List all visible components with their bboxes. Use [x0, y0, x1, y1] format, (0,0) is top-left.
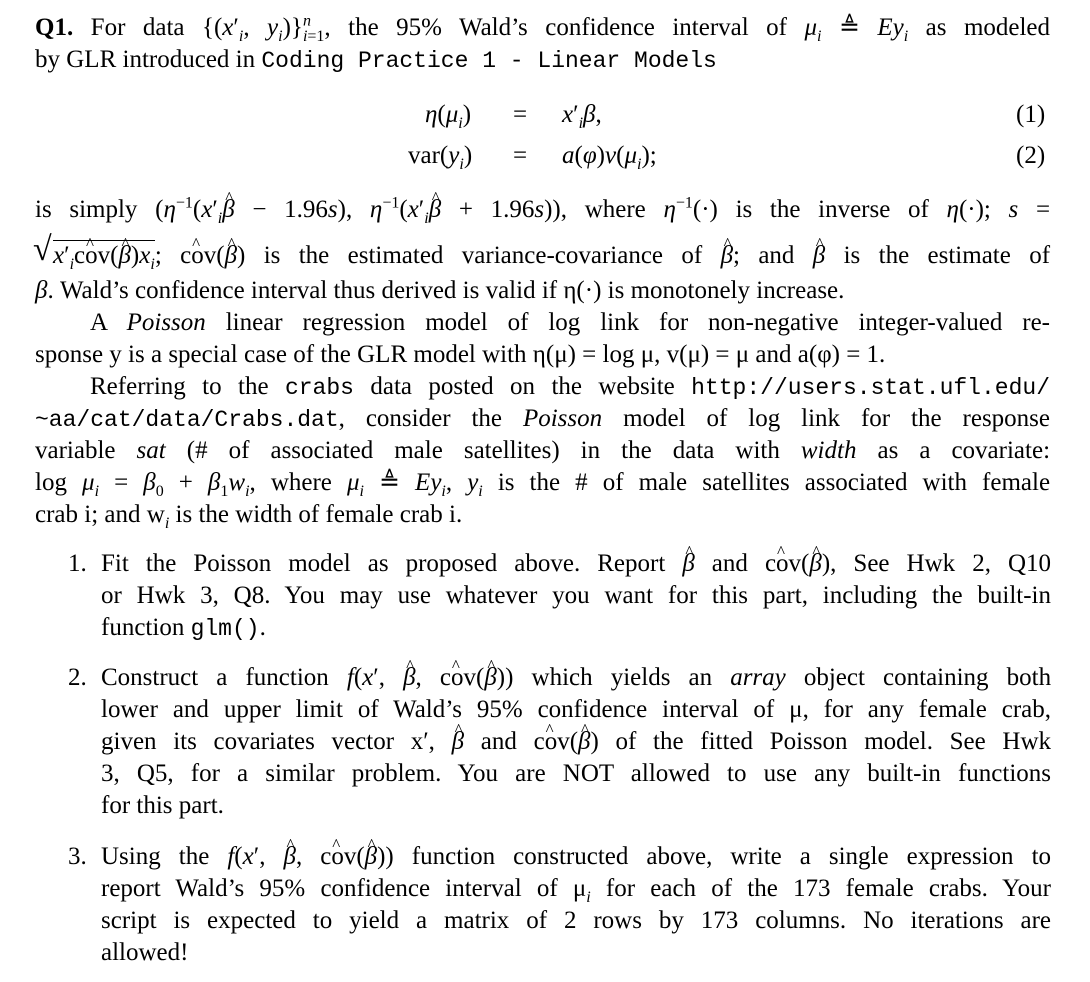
glm-code: glm() — [190, 616, 260, 642]
question-label: Q1. — [35, 14, 74, 41]
paragraph-3-line-4: $\log \mu_i = \beta_0 + \beta_1w_i$, where $\mu_i$ ≜ $Ey_i$, $y_i$ is the # of male satellites associated with female — [35, 469, 1051, 500]
paragraph-3-line-1: Referring to the crabs data posted on the website http://users.stat.ufl.edu/ — [90, 373, 1050, 401]
data-set-notation: {($x'_i$, $y_i)\}^n_{i=1}$ — [201, 12, 325, 45]
equation-2-rhs: $a(\varphi)v(\mu_i)$; — [562, 142, 657, 173]
paragraph-2-line-2: sponse y is a special case of the GLR model with η(μ) = log μ, v(μ) = μ and a(φ) = 1. — [35, 341, 886, 368]
question-line-1: Q1. For data {($x'_i$, $y_i)\}^n_{i=1}$, the 95% Wald’s confidence interval of $\mu_i$ ≜ $Ey_i$ as modeled — [35, 12, 1051, 45]
practice-name: Coding Practice 1 - Linear Models — [261, 48, 717, 74]
paragraph-3-line-2: ~aa/cat/data/Crabs.dat, consider the Poisson model of log link for the response — [35, 405, 1051, 433]
equation-1-number: (1) — [1016, 101, 1046, 128]
paragraph-3-line-3: variable sat (# of associated male satellites) in the data with width as a covariate: — [35, 437, 1051, 464]
paragraph-1-line-2: √ $x'_i\^{}$ cov(^ $\beta)x_i$; ^ cov(^ β) is the estimated variance-covariance of ^ β; and ^ β is the estimate of — [35, 240, 1050, 272]
paragraph-1-line-1: is simply ($\eta^{-1}(x'_i\^{}$ β − 1.96s), $\eta^{-1}(x'_i\^{}$ β + 1.96s)), where $\eta^{-1}(\cdot)$ is the inverse of η(·); s = — [35, 194, 1050, 226]
equation-1-rhs: $x'_i\beta$, — [562, 101, 602, 132]
paragraph-2-line-1: A Poisson linear regression model of log link for non-negative integer-valued re- — [90, 309, 1051, 336]
equation-2-lhs: $var(y_i)$ — [408, 142, 473, 173]
equation-2-number: (2) — [1016, 142, 1046, 169]
sqrt-expression: √ $x'_i\^{}$ cov(^ $\beta)x_i$ — [35, 240, 155, 272]
data-url-part-1[interactable]: http://users.stat.ufl.edu/ — [691, 375, 1050, 401]
paragraph-1-line-3: β. Wald’s confidence interval thus derived is valid if η(·) is monotonely increase. — [35, 277, 845, 304]
document-page: Q1. For data {($x'_i$, $y_i)\}^n_{i=1}$, the 95% Wald’s confidence interval of $\mu_i$ ≜ $Ey_i$ as modeled by GLR introduced in Coding Practice 1 - Linear Models $\eta(\mu_i)$ = $x'_i\beta$, (1) $var(y_i)$ = $a(\varphi)v(\mu_i)$; (2) is simply ($\eta^{-1}(x'_i\^{}$ β − 1.96s), $\eta^{-1}(x'_i\^{}$ β + 1.96s)), where $\eta^{-1}(\cdot)$ is the inverse of η(·); s = √ $x'_i\^{}$ cov(^ $\beta)x_i$; ^ cov(^ β) is the estimated variance-covariance of ^ β; and ^ β is the estimate of β. Wald’s confidence interval thus derived is valid if η(·) is monotonely increase. A Poisson linear regression model of log link for non-negative integer-valued re- sponse y is a special case of the GLR model with η(μ) = log μ, v(μ) = μ and a(φ) = 1. Referring to the crabs data posted on the website http://users.stat.ufl.edu/ ~aa/cat/data/Crabs.dat, consider the Poisson model of log link for the response variable sat (# of associated male satellites) in the data with width as a covariate: $\log \mu_i = \beta_0 + \beta_1w_i$, where $\mu_i$ ≜ $Ey_i$, $y_i$ is the # of male satellites associated with female crab i; and $w_i$ is the width of female crab i. 1. Fit the Poisson model as proposed above. Report ^ β and ^ cov(^ β), See Hwk 2, Q10 or Hwk 3, Q8. You may use whatever you want for this part, including the built-in function glm(). 2. Construct a function f(x′, ^ β, ^ cov(^ β)) which yields an array object containing both lower and upper limit of Wald’s 95% confidence interval of μ, for any female crab, given its covariates vector x′, ^ β and ^ cov(^ β) of the fitted Poisson model. See Hwk 3, Q5, for a similar problem. You are NOT allowed to use any built-in functions for this part. 3. Using the f(x′, ^ β, ^ cov(^ β)) function constructed above, write a single expression to report Wald’s 95% confidence interval of $\mu_i$ for each of the 173 female crabs. Your script is expected to yield a matrix of 2 rows by 173 columns. No iterations are allowed! — [0, 0, 1090, 982]
paragraph-3-line-5: crab i; and $w_i$ is the width of female crab i. — [35, 501, 463, 532]
equation-1-lhs: $\eta(\mu_i)$ — [425, 101, 472, 132]
data-url-part-2[interactable]: ~aa/cat/data/Crabs.dat — [35, 407, 339, 433]
question-line-2: by GLR introduced in Coding Practice 1 - Linear Models — [35, 46, 717, 74]
